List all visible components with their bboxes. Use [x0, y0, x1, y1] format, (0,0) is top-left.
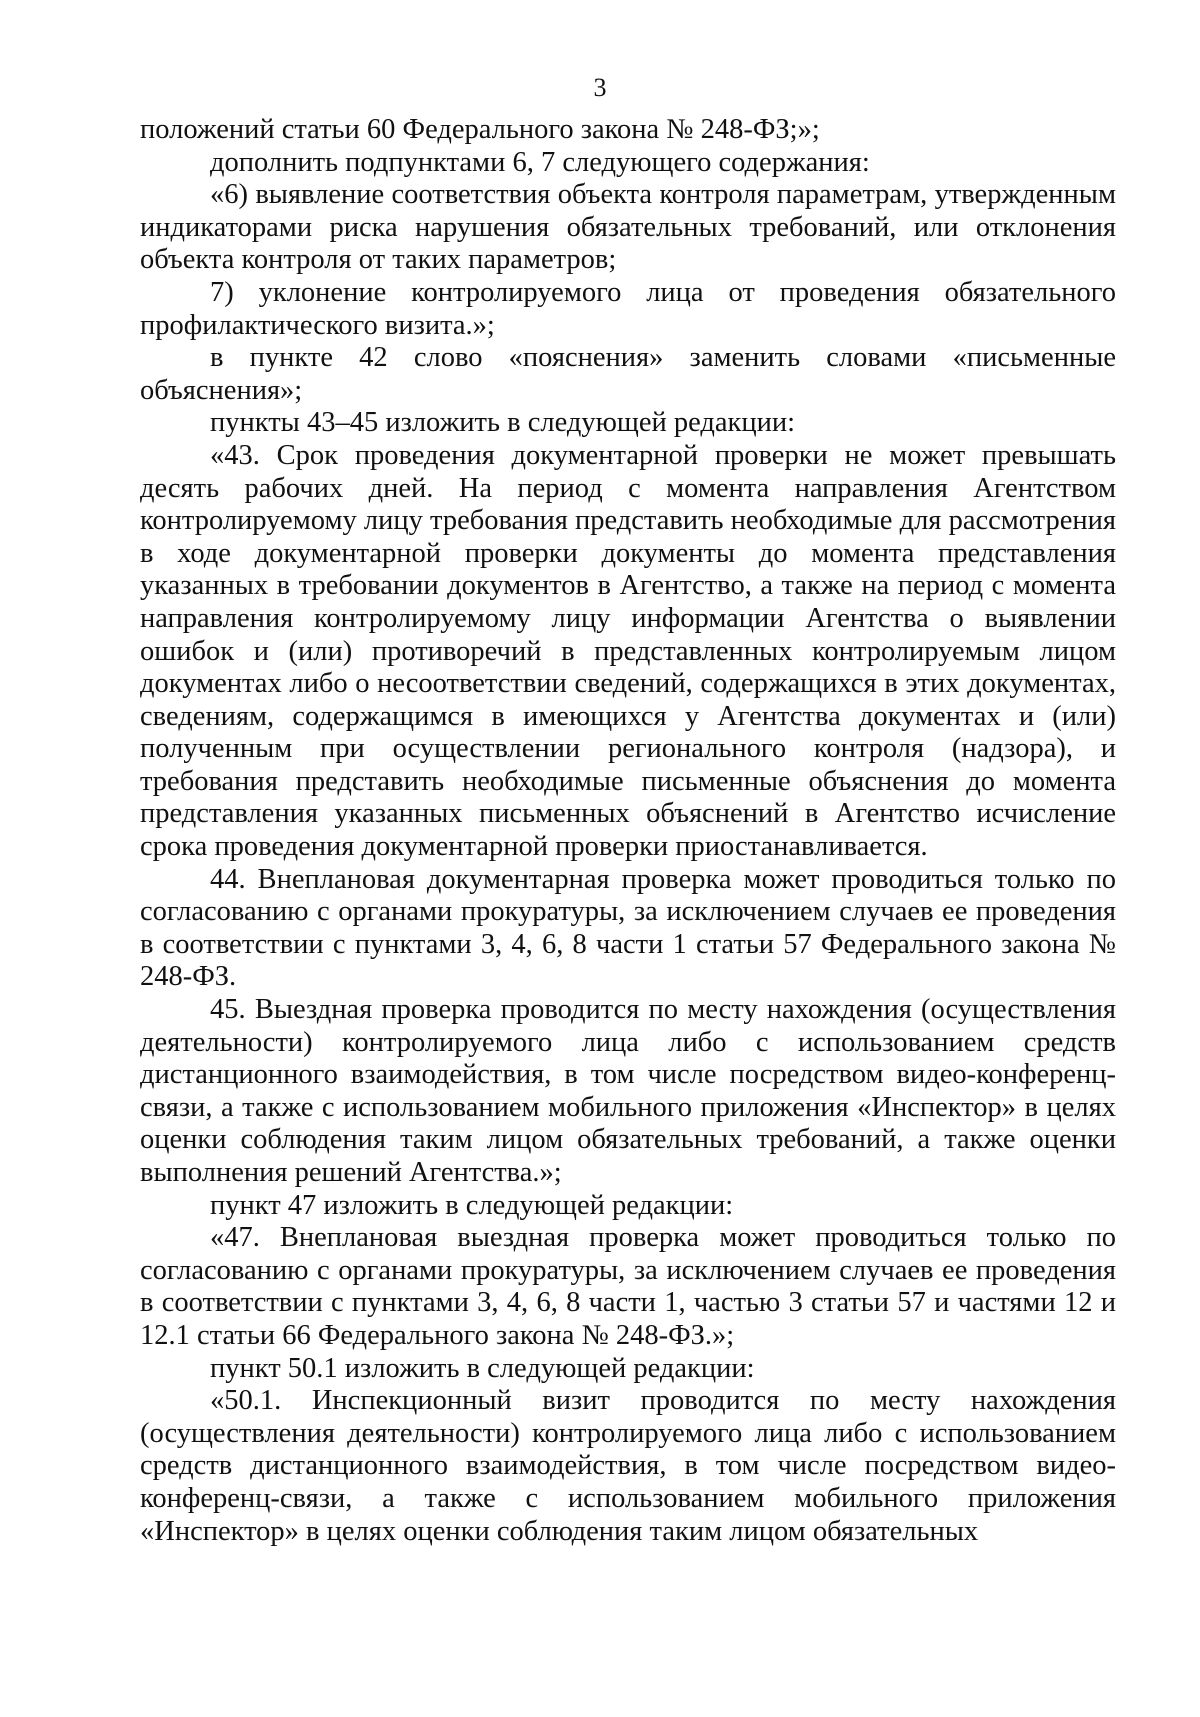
paragraph-clause-47: «47. Внеплановая выездная проверка может проводиться только по согласованию с органами прокуратуры, за исключением случаев ее проведения в соответствии с пунктами 3, 4, 6, 8 части 1, частью 3 статьи 57 и частями 12 и 12.1 статьи 66 Федерального закона № 248-ФЗ.»; — [140, 1222, 1116, 1351]
page-number: 3 — [593, 73, 607, 102]
paragraph-subclause-6: «6) выявление соответствия объекта контроля параметрам, утвержденным индикаторами риска нарушения обязательных требований, или отклонения объекта контроля от таких параметров; — [140, 179, 1116, 276]
paragraph-clause-50-1: «50.1. Инспекционный визит проводится по месту нахождения (осуществления деятельности) контролируемого лица либо с использованием средств дистанционного взаимодействия, в том числе посредством видео-конференц-связи, а также с использованием мобильного приложения «Инспектор» в целях оценки соблюдения таким лицом обязательных — [140, 1385, 1116, 1547]
paragraph-clause-42: в пункте 42 слово «пояснения» заменить словами «письменные объяснения»; — [140, 342, 1116, 406]
paragraph-clause-45: 45. Выездная проверка проводится по месту нахождения (осуществления деятельности) контролируемого лица либо с использованием средств дистанционного взаимодействия, в том числе посредством видео-конференц-связи, а также с использованием мобильного приложения «Инспектор» в целях оценки соблюдения таким лицом обязательных требований, а также оценки выполнения решений Агентства.»; — [140, 994, 1116, 1188]
paragraph-clause-47-intro: пункт 47 изложить в следующей редакции: — [210, 1189, 734, 1221]
paragraph-clause-50-1-intro: пункт 50.1 изложить в следующей редакции: — [210, 1352, 755, 1384]
paragraph-continuation: положений статьи 60 Федерального закона № 248-ФЗ;»; — [140, 114, 820, 145]
paragraph-subclause-7: 7) уклонение контролируемого лица от проведения обязательного профилактического визита.»; — [140, 276, 1116, 341]
document-body — [140, 114, 1116, 1548]
paragraph-clause-44: 44. Внеплановая документарная проверка может проводиться только по согласованию с органами прокуратуры, за исключением случаев ее проведения в соответствии с пунктами 3, 4, 6, 8 части 1 статьи 57 Федерального закона № 248-ФЗ. — [140, 863, 1116, 993]
paragraph-clause-43: «43. Срок проведения документарной проверки не может превышать десять рабочих дней. На период с момента направления Агентством контролируемому лицу требования представить необходимые для рассмотрения в ходе документарной проверки документы до момента представления указанных в требовании документов в Агентство, а также на период с момента направления контролируемому лицу информации Агентства о выявлении ошибок и (или) противоречий в представленных контролируемым лицом документах либо о несоответствии сведений, содержащихся в этих документах, сведениям, содержащимся в имеющихся у Агентства документах и (или) полученным при осуществлении регионального контроля (надзора), и требования представить необходимые письменные объяснения до момента представления указанных письменных объяснений в Агентство исчисление срока проведения документарной проверки приостанавливается. — [140, 439, 1116, 863]
paragraph-clauses-43-45-intro: пункты 43–45 изложить в следующей редакции: — [210, 407, 796, 439]
paragraph-amend-subclauses: дополнить подпунктами 6, 7 следующего содержания: — [210, 146, 870, 178]
